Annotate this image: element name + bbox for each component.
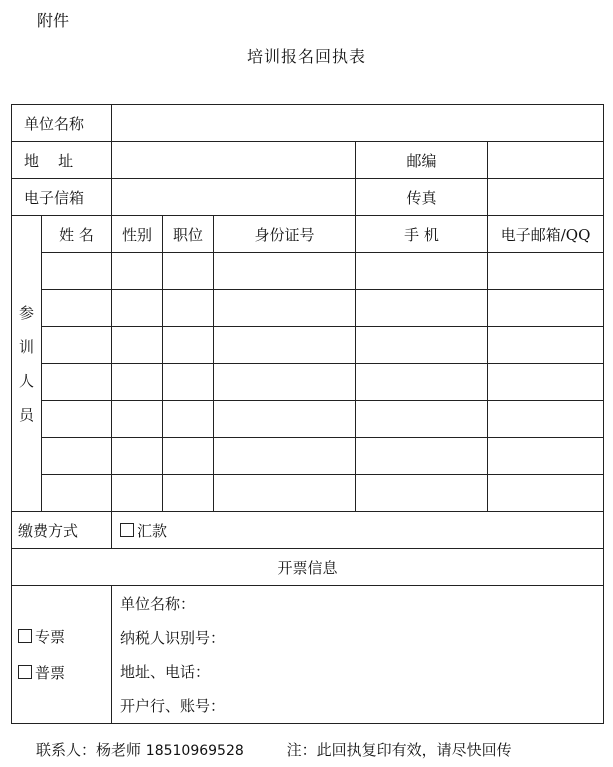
cell[interactable] [163, 253, 214, 290]
cell[interactable] [356, 327, 488, 364]
column-header-position: 职位 [163, 216, 214, 253]
address-field[interactable] [112, 142, 356, 179]
cell[interactable] [214, 475, 356, 512]
invoice-address-phone-field[interactable]: 地址、电话： [120, 662, 211, 681]
postcode-label: 邮编 [356, 142, 488, 179]
column-header-gender: 性别 [112, 216, 163, 253]
checkbox-icon[interactable] [18, 629, 32, 643]
cell[interactable] [214, 364, 356, 401]
remittance-label: 汇款 [137, 521, 168, 540]
invoice-unit-name-field[interactable]: 单位名称： [120, 594, 196, 613]
invoice-fields [112, 586, 604, 724]
checkbox-icon[interactable] [18, 665, 32, 679]
cell[interactable] [112, 401, 163, 438]
cell[interactable] [163, 401, 214, 438]
cell[interactable] [488, 253, 604, 290]
cell[interactable] [42, 290, 112, 327]
participants-label: 参 训 人 员 [12, 216, 42, 512]
participant-row [12, 438, 604, 475]
form-title: 培训报名回执表 [246, 47, 366, 66]
footer [36, 739, 512, 760]
cell[interactable] [112, 253, 163, 290]
cell[interactable] [163, 475, 214, 512]
registration-form-table [11, 104, 604, 724]
invoice-tax-id-field[interactable]: 纳税人识别号： [120, 628, 226, 647]
payment-method-label: 缴费方式 [12, 512, 112, 549]
cell[interactable] [356, 401, 488, 438]
attachment-label: 附件 [37, 11, 70, 30]
invoice-bank-account-field[interactable]: 开户行、账号： [120, 696, 226, 715]
column-header-name: 姓 名 [42, 216, 112, 253]
cell[interactable] [488, 401, 604, 438]
column-header-mobile: 手 机 [356, 216, 488, 253]
cell[interactable] [163, 438, 214, 475]
cell[interactable] [214, 327, 356, 364]
cell[interactable] [356, 364, 488, 401]
postcode-field[interactable] [488, 142, 604, 179]
cell[interactable] [112, 290, 163, 327]
cell[interactable] [488, 475, 604, 512]
cell[interactable] [42, 475, 112, 512]
cell[interactable] [356, 253, 488, 290]
email-label: 电子信箱 [12, 179, 112, 216]
fax-label: 传真 [356, 179, 488, 216]
payment-method-option[interactable] [112, 512, 604, 549]
unit-name-label: 单位名称 [12, 105, 112, 142]
column-header-id-number: 身份证号 [214, 216, 356, 253]
participant-row [12, 364, 604, 401]
cell[interactable] [214, 253, 356, 290]
special-invoice-option[interactable]: 专票 [18, 619, 111, 655]
cell[interactable] [42, 401, 112, 438]
cell[interactable] [163, 364, 214, 401]
invoice-info-header: 开票信息 [12, 549, 604, 586]
participant-row [12, 401, 604, 438]
email-field[interactable] [112, 179, 356, 216]
participant-row [12, 290, 604, 327]
cell[interactable] [163, 290, 214, 327]
unit-name-field[interactable] [112, 105, 604, 142]
address-label: 地 址 [12, 142, 112, 179]
checkbox-icon[interactable] [120, 523, 134, 537]
contact-phone: 18510969528 [145, 743, 244, 759]
cell[interactable] [356, 438, 488, 475]
cell[interactable] [42, 253, 112, 290]
cell[interactable] [488, 364, 604, 401]
cell[interactable] [356, 290, 488, 327]
invoice-type-options [12, 586, 112, 724]
cell[interactable] [214, 290, 356, 327]
cell[interactable] [214, 438, 356, 475]
cell[interactable] [488, 438, 604, 475]
column-header-email-qq: 电子邮箱/QQ [488, 216, 604, 253]
fax-field[interactable] [488, 179, 604, 216]
cell[interactable] [112, 475, 163, 512]
participant-row [12, 475, 604, 512]
participant-row [12, 253, 604, 290]
cell[interactable] [42, 364, 112, 401]
cell[interactable] [488, 290, 604, 327]
cell[interactable] [42, 438, 112, 475]
participant-row [12, 327, 604, 364]
cell[interactable] [356, 475, 488, 512]
cell[interactable] [42, 327, 112, 364]
cell[interactable] [214, 401, 356, 438]
normal-invoice-option[interactable]: 普票 [18, 655, 111, 691]
cell[interactable] [163, 327, 214, 364]
cell[interactable] [112, 438, 163, 475]
cell[interactable] [112, 327, 163, 364]
contact-person: 联系人：杨老师 [36, 741, 142, 759]
cell[interactable] [488, 327, 604, 364]
cell[interactable] [112, 364, 163, 401]
footer-note: 注：此回执复印有效，请尽快回传 [286, 741, 512, 759]
